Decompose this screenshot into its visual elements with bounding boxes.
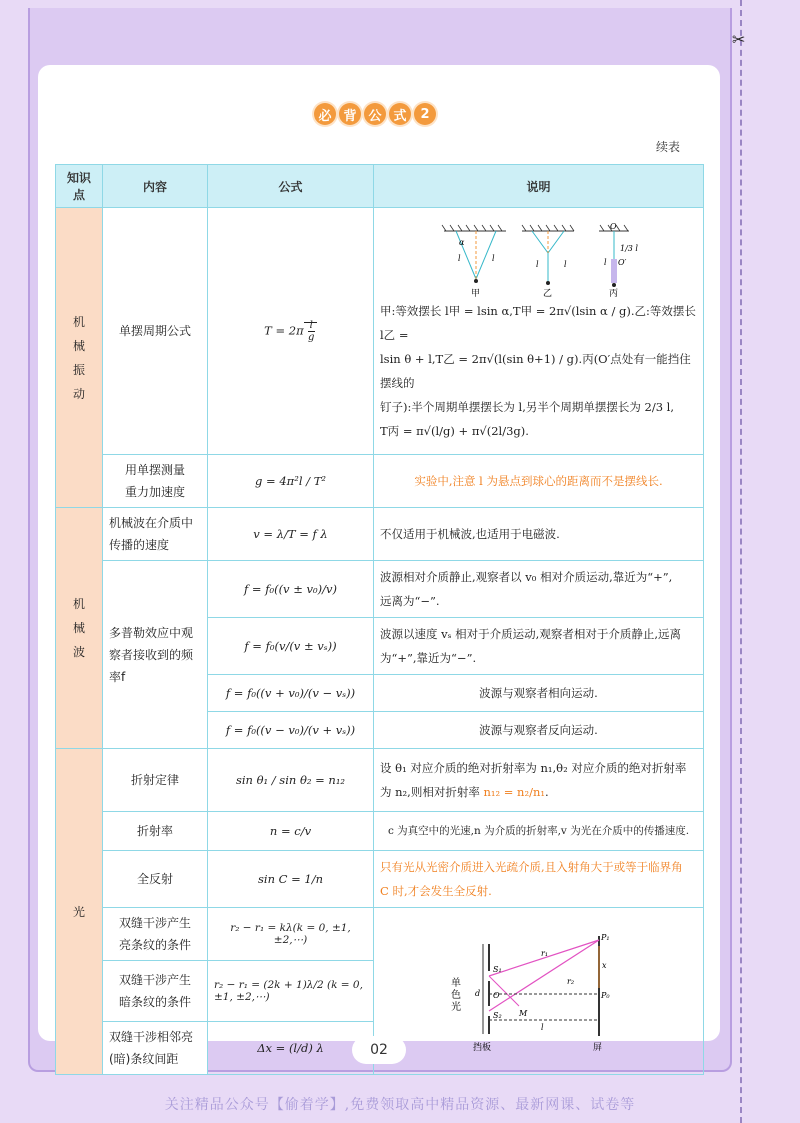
content-line: 察者接收到的频 <box>109 647 194 662</box>
svg-text:乙: 乙 <box>542 289 552 299</box>
explanation-line: 甲:等效摆长 l甲 = lsin α,T甲 = 2π√(lsin α / g).乙:等效摆长 l乙 = <box>380 304 696 342</box>
content-cell <box>103 508 208 561</box>
content-line: 率f <box>109 669 126 684</box>
content-line: 亮条纹的条件 <box>118 938 191 952</box>
explanation-line: 波源以速度 vₛ 相对于介质运动,观察者相对于介质静止,远离 <box>380 627 681 641</box>
svg-text:l: l <box>457 254 461 263</box>
content-line: 传播的速度 <box>109 538 170 552</box>
svg-text:O: O <box>609 222 617 231</box>
section-char: 波 <box>72 645 85 659</box>
content-line: 多普勒效应中观 <box>109 625 194 640</box>
title-char: 2 <box>414 103 436 125</box>
explanation-text: 为 n₂,则相对折射率 <box>380 785 480 799</box>
svg-text:1/3 l: 1/3 l <box>619 244 638 253</box>
svg-text:d: d <box>474 989 480 998</box>
explanation-total-reflection <box>374 851 704 908</box>
explanation-doppler-4: 波源与观察者反向运动. <box>374 712 704 749</box>
content-cell <box>103 561 208 749</box>
svg-text:x: x <box>601 961 607 970</box>
content-cell: 单摆周期公式 <box>103 208 208 455</box>
section-char: 械 <box>72 621 85 635</box>
table-header-row <box>56 165 704 208</box>
explanation-refraction <box>374 749 704 812</box>
content-cell <box>103 455 208 508</box>
explanation-line: 只有光从光密介质进入光疏介质,且入射角大于或等于临界角 <box>380 860 683 874</box>
formula-doppler-1: f = f₀((v ± v₀)/v) <box>208 561 374 618</box>
content-line: 双缝干涉相邻亮 <box>109 1030 194 1044</box>
content-cell <box>103 961 208 1022</box>
table-row <box>56 908 704 961</box>
svg-text:M: M <box>518 1009 527 1018</box>
svg-text:S₁: S₁ <box>492 965 502 974</box>
double-slit-diagram <box>449 926 629 1056</box>
formula-fringe-spacing: Δx = (l/d) λ <box>208 1022 374 1075</box>
table-row <box>56 508 704 561</box>
table-row <box>56 561 704 618</box>
svg-text:l: l <box>535 260 539 269</box>
formula-line: ±1, ±2,⋯) <box>214 991 270 1003</box>
relative-index-formula: n₁₂ = n₂/n₁ <box>483 785 545 799</box>
svg-text:P₀: P₀ <box>600 991 610 1000</box>
explanation-wave-speed: 不仅适用于机械波,也适用于电磁波. <box>374 508 704 561</box>
formula-line: r₂ − r₁ = (2k + 1)λ/2 (k = 0, <box>214 979 363 991</box>
content-line: (暗)条纹间距 <box>109 1052 179 1066</box>
page-number: 02 <box>352 1036 406 1064</box>
formula-refractive-index: n = c/v <box>208 812 374 851</box>
content-line: 用单摆测量 <box>124 463 185 477</box>
content-line: 双缝干涉产生 <box>118 973 191 987</box>
table-row <box>56 208 704 455</box>
table-row <box>56 812 704 851</box>
svg-text:单: 单 <box>450 978 461 989</box>
cut-line <box>740 0 742 1123</box>
section-mechanical-vibration <box>56 208 103 508</box>
svg-text:O′: O′ <box>617 258 626 267</box>
explanation-line: T丙 = π√(l/g) + π√(2l/3g). <box>380 424 529 438</box>
content-cell <box>103 908 208 961</box>
header-formula: 公式 <box>208 165 374 208</box>
formula-total-reflection: sin C = 1/n <box>208 851 374 908</box>
svg-text:屏: 屏 <box>592 1043 602 1053</box>
explanation-line: 远离为“−”. <box>380 594 440 608</box>
formula-double-bright: r₂ − r₁ = kλ(k = 0, ±1, ±2,⋯) <box>208 908 374 961</box>
formula-table <box>55 164 704 1075</box>
svg-text:甲: 甲 <box>470 289 480 299</box>
content-line: 双缝干涉产生 <box>118 916 191 930</box>
explanation-line: 为 n₂,则相对折射率 n₁₂ = n₂/n₁. <box>380 785 549 799</box>
svg-text:O: O <box>492 991 500 1000</box>
scissors-icon: ✂ <box>732 30 746 49</box>
svg-text:l: l <box>540 1023 544 1032</box>
continued-label: 续表 <box>656 140 681 154</box>
header-content: 内容 <box>103 165 208 208</box>
explanation-doppler-3: 波源与观察者相向运动. <box>374 675 704 712</box>
section-char: 振 <box>72 362 85 377</box>
formula-doppler-4: f = f₀((v − v₀)/(v + vₛ)) <box>208 712 374 749</box>
svg-text:r₁: r₁ <box>540 949 548 958</box>
pendulum-diagram <box>414 221 664 299</box>
footer-promo: 关注精品公众号【偷着学】,免费领取高中精品资源、最新网课、试卷等 <box>164 1097 636 1113</box>
content-line: 暗条纹的条件 <box>118 995 191 1009</box>
title-char: 背 <box>339 103 361 125</box>
explanation-pendulum-period <box>374 208 704 455</box>
svg-text:P₁: P₁ <box>600 933 610 942</box>
table-row <box>56 749 704 812</box>
explanation-line: 钉子):半个周期单摆摆长为 l,另半个周期单摆摆长为 2/3 l, <box>380 400 674 414</box>
content-cell: 全反射 <box>103 851 208 908</box>
formula-doppler-3: f = f₀((v + v₀)/(v − vₛ)) <box>208 675 374 712</box>
svg-text:l: l <box>603 258 607 267</box>
section-char: 机 <box>72 597 85 611</box>
explanation-doppler-2 <box>374 618 704 675</box>
explanation-line: 波源相对介质静止,观察者以 v₀ 相对介质运动,靠近为“+”, <box>380 570 673 584</box>
svg-text:r₂: r₂ <box>566 977 574 986</box>
svg-text:l: l <box>491 254 495 263</box>
formula-gravity: g = 4π²l / T² <box>208 455 374 508</box>
content-line: 重力加速度 <box>124 485 185 499</box>
title-char: 必 <box>314 103 336 125</box>
explanation-line: C 时,才会发生全反射. <box>380 884 492 898</box>
svg-text:丙: 丙 <box>608 289 618 299</box>
section-char: 机 <box>72 314 85 329</box>
explanation-gravity: 实验中,注意 l 为悬点到球心的距离而不是摆线长. <box>374 455 704 508</box>
svg-text:色: 色 <box>450 990 461 1001</box>
svg-text:S₂: S₂ <box>492 1011 502 1020</box>
content-cell: 折射定律 <box>103 749 208 812</box>
section-mechanical-wave <box>56 508 103 749</box>
header-point: 知识点 <box>56 165 103 208</box>
svg-text:挡板: 挡板 <box>472 1043 491 1053</box>
svg-text:l: l <box>563 260 567 269</box>
page-title <box>314 103 436 125</box>
svg-text:α: α <box>458 238 464 247</box>
content-line: 机械波在介质中 <box>109 516 194 530</box>
explanation-refractive-index: c 为真空中的光速,n 为介质的折射率,v 为光在介质中的传播速度. <box>374 812 704 851</box>
explanation-doppler-1 <box>374 561 704 618</box>
formula-pendulum-period: T = 2π $\frac{l}{g}$ <box>208 208 374 455</box>
double-slit-diagram-cell <box>374 908 704 1075</box>
svg-text:光: 光 <box>450 1002 461 1013</box>
title-char: 式 <box>389 103 411 125</box>
header-explanation: 说明 <box>374 165 704 208</box>
table-row <box>56 851 704 908</box>
explanation-line: lsin θ + l,T乙 = 2π√(l(sin θ+1) / g).丙(O′点处有一能挡住摆线的 <box>380 352 691 390</box>
content-cell: 折射率 <box>103 812 208 851</box>
formula-doppler-2: f = f₀(v/(v ± vₛ)) <box>208 618 374 675</box>
formula-wave-speed: v = λ/T = f λ <box>208 508 374 561</box>
section-char: 动 <box>72 386 85 401</box>
explanation-line: 为“+”,靠近为“−”. <box>380 651 477 665</box>
section-light: 光 <box>56 749 103 1075</box>
formula-double-dark <box>208 961 374 1022</box>
explanation-line: 设 θ₁ 对应介质的绝对折射率为 n₁,θ₂ 对应介质的绝对折射率 <box>380 761 687 775</box>
table-row <box>56 455 704 508</box>
formula-refraction: sin θ₁ / sin θ₂ = n₁₂ <box>208 749 374 812</box>
section-char: 械 <box>72 338 85 353</box>
content-cell <box>103 1022 208 1075</box>
title-char: 公 <box>364 103 386 125</box>
